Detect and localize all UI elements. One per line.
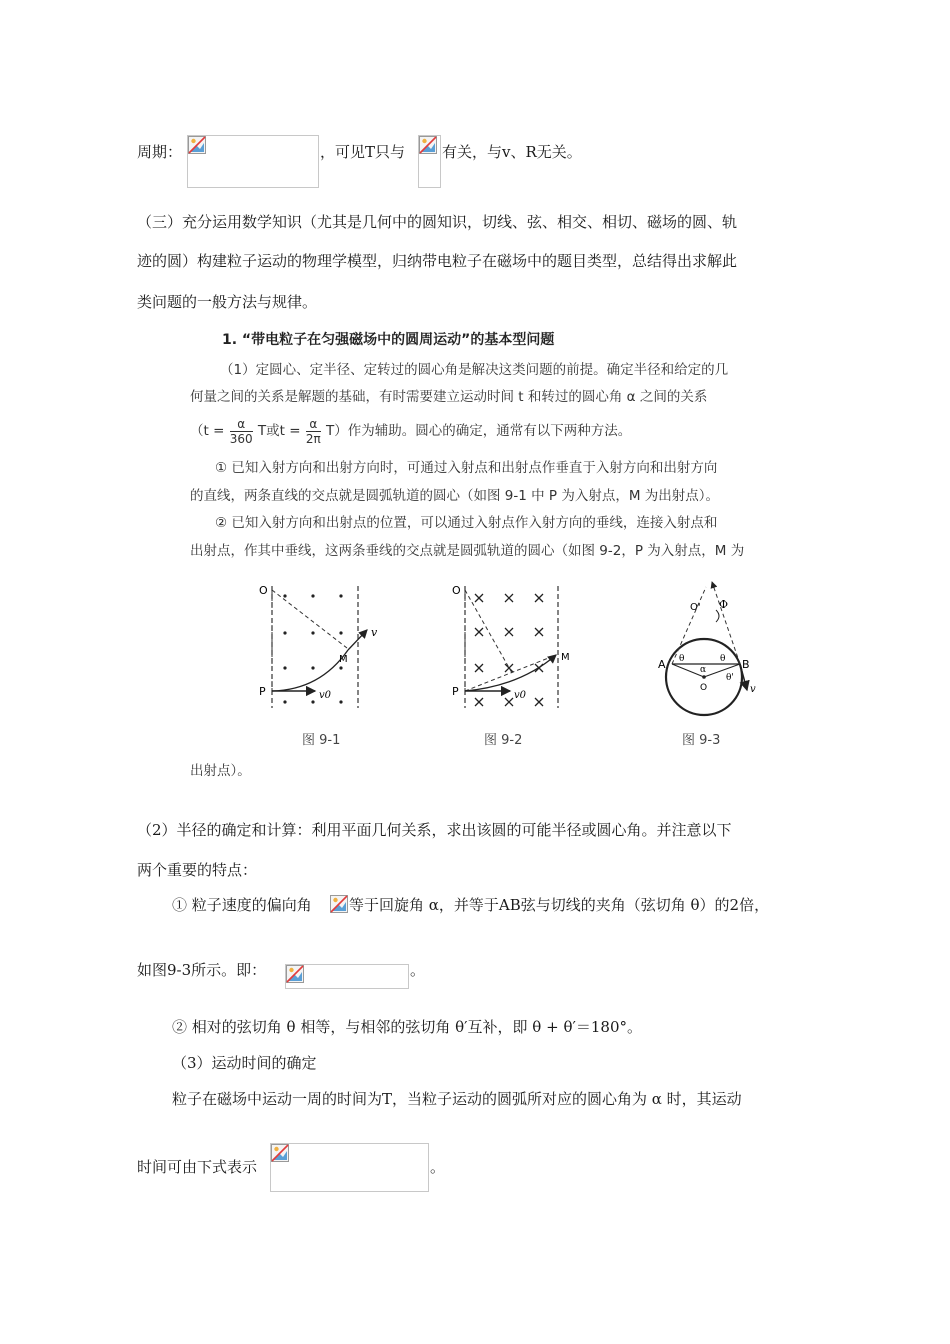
label-alpha: α <box>700 665 707 675</box>
frac-den: 360 <box>229 431 253 446</box>
excerpt-line-3 <box>190 413 631 449</box>
period-after-text: 有关，与v、R无关。 <box>442 143 582 161</box>
label-v0: v0 <box>319 690 332 701</box>
time-heading: （3）运动时间的确定 <box>172 1054 317 1072</box>
point-two: ② 相对的弦切角 θ 相等，与相邻的弦切角 θ′互补，即 θ + θ′＝180°。 <box>172 1018 643 1036</box>
excerpt-line-5: 的直线，两条直线的交点就是圆弧轨道的圆心（如图 9-1 中 P 为入射点，M 为出射点）。 <box>190 488 720 504</box>
label-phi: Φ <box>719 598 729 611</box>
point-one-b: 等于回旋角 α，并等于AB弦与切线的夹角（弦切角 θ）的2倍， <box>349 896 770 914</box>
time-para-line-1: 粒子在磁场中运动一周的时间为T，当粒子运动的圆弧所对应的圆心角为 α 时，其运动 <box>172 1090 742 1108</box>
field-crosses <box>475 594 543 706</box>
broken-image-icon <box>271 1144 289 1162</box>
fraction-360 <box>230 417 253 446</box>
label-m: M <box>339 654 348 665</box>
diagram-9-2 <box>448 578 588 718</box>
excerpt-line-3-b: T或t = <box>257 423 301 439</box>
formula-image-period <box>187 135 319 188</box>
frac-num: α <box>230 417 253 432</box>
label-o: O <box>452 584 461 597</box>
formula-image-variable <box>418 135 441 188</box>
excerpt-line-7: 出射点，作其中垂线，这两条垂线的交点就是圆弧轨道的圆心（如图 9-2，P 为入射点，M 为 <box>190 543 745 559</box>
formula-image-deflection <box>330 895 348 915</box>
radius-ob <box>704 664 740 677</box>
period-line <box>137 142 182 162</box>
point-one-a: ① 粒子速度的偏向角 <box>172 896 312 914</box>
tangent-b <box>712 582 740 664</box>
excerpt-line-6: ② 已知入射方向和出射点的位置，可以通过入射点作入射方向的垂线，连接入射点和 <box>215 515 718 531</box>
radius-para-line-1: （2）半径的确定和计算：利用平面几何关系，求出该圆的可能半径或圆心角。并注意以下 <box>137 821 732 839</box>
label-p: P <box>452 685 459 698</box>
caption-9-2: 图 9-2 <box>484 733 523 748</box>
broken-image-icon <box>419 136 437 154</box>
diagram-9-1 <box>255 578 395 718</box>
frac-den: 2π <box>305 431 321 446</box>
label-b: B <box>742 658 750 671</box>
para-three-line-1: （三）充分运用数学知识（尤其是几何中的圆知识，切线、弦、相交、相切、磁场的圆、轨 <box>137 213 738 231</box>
fraction-2pi <box>306 417 321 446</box>
frac-num: α <box>306 417 321 432</box>
formula-image-angle-relation <box>285 964 409 989</box>
excerpt-line-4: ① 已知入射方向和出射方向时，可通过入射点和出射点作垂直于入射方向和出射方向 <box>215 460 718 476</box>
excerpt-heading: 1. “带电粒子在匀强磁场中的圆周运动”的基本型问题 <box>222 332 555 348</box>
label-theta-prime: θ' <box>726 673 734 683</box>
broken-image-icon <box>188 136 206 154</box>
radius-para-line-2: 两个重要的特点： <box>137 861 258 879</box>
caption-9-1: 图 9-1 <box>302 733 341 748</box>
label-o-prime: O' <box>690 602 701 613</box>
phi-angle-arc <box>716 610 719 622</box>
excerpt-line-3-c: T）作为辅助。圆心的确定，通常有以下两种方法。 <box>326 423 632 439</box>
time-para-line-3: 。 <box>430 1158 446 1176</box>
chord-pm <box>465 655 556 691</box>
para-three-line-2: 迹的圆）构建粒子运动的物理学模型，归纳带电粒子在磁场中的题目类型，总结得出求解此 <box>137 252 738 270</box>
broken-image-icon <box>286 965 304 983</box>
time-para-line-2: 时间可由下式表示 <box>137 1158 258 1176</box>
label-m: M <box>561 652 570 663</box>
label-v: v <box>371 626 378 639</box>
formula-image-time <box>270 1143 429 1192</box>
broken-image-icon <box>330 895 348 913</box>
field-dots <box>283 594 342 703</box>
excerpt-line-8: 出射点）。 <box>190 763 251 779</box>
center-dot <box>702 675 706 679</box>
tangent-a <box>672 587 706 664</box>
radius-om <box>272 590 347 648</box>
perpendicular-bisector <box>465 590 512 673</box>
label-o: O <box>259 584 268 597</box>
period-mid-text: ，可见T只与 <box>320 143 406 161</box>
label-o: O <box>700 683 708 693</box>
label-v0: v0 <box>514 690 527 701</box>
label-theta-b: θ <box>720 654 726 664</box>
period-label: 周期： <box>137 143 183 161</box>
label-v: v <box>750 684 756 695</box>
caption-9-3: 图 9-3 <box>682 733 721 748</box>
excerpt-line-2: 何量之间的关系是解题的基础，有时需要建立运动时间 t 和转过的圆心角 α 之间的关系 <box>190 389 708 405</box>
diagram-9-3 <box>652 572 782 722</box>
label-theta-a: θ <box>679 654 685 664</box>
label-p: P <box>259 685 266 698</box>
excerpt-line-1: （1）定圆心、定半径、定转过的圆心角是解决这类问题的前提。确定半径和给定的几 <box>220 362 729 378</box>
para-three-line-3: 类问题的一般方法与规律。 <box>137 293 318 311</box>
label-a: A <box>658 658 666 671</box>
trajectory-arc <box>272 650 348 691</box>
excerpt-line-3-a: （t = <box>190 423 225 439</box>
point-one-d: 。 <box>410 961 426 979</box>
point-one-c: 如图9-3所示。即： <box>137 961 267 979</box>
